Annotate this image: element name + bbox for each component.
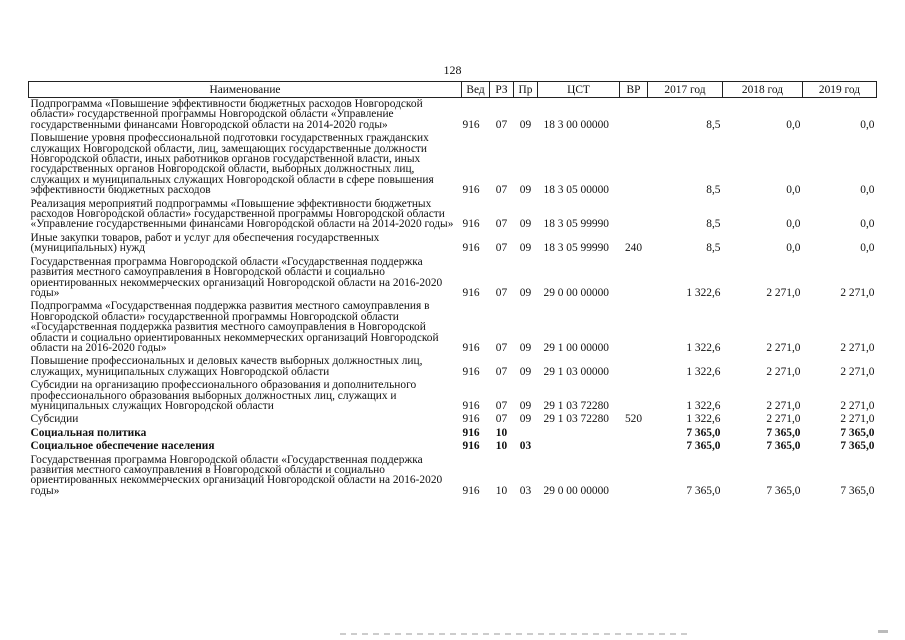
cell-vr [620,355,648,379]
cell-ved: 916 [462,341,480,354]
cell-vr [620,132,648,197]
cell-2019: 7 365,0 [840,440,875,453]
cell-rz: 07 [495,341,508,354]
header-ved: Вед [462,82,490,98]
cell-cst: 29 0 00 00000 [543,484,609,497]
cell-cst: 29 1 03 72280 [543,413,609,426]
cell-2018: 2 271,0 [766,365,801,378]
cell-vr [620,198,648,232]
cell-2019: 7 365,0 [840,426,875,439]
cell-rz: 07 [495,242,508,255]
cell-2018: 2 271,0 [766,413,801,426]
cell-pr: 09 [519,242,532,255]
cell-name: Социальное обеспечение населения [30,440,215,453]
cell-2019: 0,0 [860,218,875,231]
table-row [29,232,877,256]
cell-ved: 916 [462,286,480,299]
cell-ved: 916 [462,184,480,197]
cell-2017: 1 322,6 [686,399,721,412]
cell-ved: 916 [462,218,480,231]
cell-rz: 07 [495,365,508,378]
cell-2017: 7 365,0 [686,426,721,439]
cell-vr [620,427,648,440]
cell-2018: 2 271,0 [766,286,801,299]
cell-2017: 8,5 [706,242,721,255]
cell-2018: 0,0 [786,118,801,131]
cell-2017: 1 322,6 [686,341,721,354]
cell-name: Субсидии на организацию профессионального образования и дополнительного профессионального образования выборных должностных лиц, служащих и муниципальных служащих Новгородской области [30,379,417,412]
table-row [29,98,877,133]
cell-2017: 8,5 [706,118,721,131]
header-2018: 2018 год [723,82,803,98]
cell-cst: 18 3 00 00000 [543,118,609,131]
cell-rz: 07 [495,413,508,426]
cell-2019: 0,0 [860,184,875,197]
cell-name: Подпрограмма «Повышение эффективности бюджетных расходов Новгородской области» государственной программы Новгородской области «Управление государственными финансами Новгородской области на 2014-2020 годы» [30,98,423,131]
cell-ved: 916 [462,413,480,426]
budget-table [28,81,877,498]
cell-rz: 07 [495,184,508,197]
cell-2018: 7 365,0 [766,484,801,497]
cell-2019: 0,0 [860,118,875,131]
cell-rz: 10 [495,484,508,497]
cell-ved: 916 [462,440,480,453]
cell-rz: 07 [495,286,508,299]
cell-pr: 03 [519,440,532,453]
cell-2018: 0,0 [786,218,801,231]
cell-vr [620,379,648,413]
cell-2018: 7 365,0 [766,426,801,439]
cell-2018: 2 271,0 [766,399,801,412]
cell-2017: 1 322,6 [686,413,721,426]
cell-name: Государственная программа Новгородской области «Государственная поддержка развития местного самоуправления в Новгородской области и социально ориентированных некоммерческих организаций Новгородской области на 2016-2020 годы» [30,453,443,497]
cell-vr [620,440,648,453]
scan-artifact-mark [878,630,888,633]
cell-2018: 0,0 [786,184,801,197]
cell-pr: 09 [519,365,532,378]
cell-ved: 916 [462,242,480,255]
cell-2017: 7 365,0 [686,440,721,453]
cell-name: Субсидии [30,413,79,426]
cell-2019: 7 365,0 [840,484,875,497]
cell-pr [514,427,538,440]
cell-cst: 18 3 05 00000 [543,184,609,197]
cell-vr: 520 [624,413,643,426]
table-row [29,379,877,413]
cell-name: Социальная политика [30,426,147,439]
table-row [29,427,877,440]
table-row [29,198,877,232]
scan-artifact [340,633,690,635]
cell-name: Повышение уровня профессиональной подготовки государственных гражданских служащих Новгородской области, лиц, замещающих государственные должности Новгородской области, иных работников органов государственной власти, иных государственных органов Новгородской области, выборных должностных лиц, служащих и муниципальных служащих Новгородской области в сфере повышения эффективности бюджетных расходов [30,132,434,197]
cell-2018: 7 365,0 [766,440,801,453]
cell-ved: 916 [462,399,480,412]
header-2017: 2017 год [648,82,723,98]
cell-cst: 29 0 00 00000 [543,286,609,299]
header-name: Наименование [29,82,462,98]
cell-pr: 03 [519,484,532,497]
cell-ved: 916 [462,118,480,131]
table-row [29,256,877,301]
cell-pr: 09 [519,413,532,426]
table-row [29,300,877,355]
cell-2017: 1 322,6 [686,286,721,299]
cell-cst: 18 3 05 99990 [543,218,609,231]
page-number: 128 [443,63,462,77]
cell-cst: 29 1 03 72280 [543,399,609,412]
table-row [29,132,877,197]
cell-2019: 2 271,0 [840,286,875,299]
cell-2017: 7 365,0 [686,484,721,497]
cell-pr: 09 [519,399,532,412]
cell-name: Реализация мероприятий подпрограммы «Повышение эффективности бюджетных расходов Новгородской области» государственной программы Новгородской области «Управление государственными финансами Новгородской области на 2014-2020 годы» [30,197,454,231]
cell-vr: 240 [624,242,643,255]
cell-name: Повышение профессиональных и деловых качеств выборных должностных лиц, служащих, муниципальных служащих Новгородской области [30,355,423,378]
cell-2017: 8,5 [706,184,721,197]
cell-ved: 916 [462,365,480,378]
cell-ved: 916 [462,484,480,497]
cell-pr: 09 [519,341,532,354]
cell-2019: 2 271,0 [840,341,875,354]
cell-2017: 8,5 [706,218,721,231]
cell-cst [538,440,620,453]
cell-cst: 29 1 03 00000 [543,365,609,378]
cell-2019: 2 271,0 [840,399,875,412]
table-row [29,413,877,426]
cell-pr: 09 [519,118,532,131]
cell-cst: 18 3 05 99990 [543,242,609,255]
cell-rz: 07 [495,218,508,231]
cell-2019: 2 271,0 [840,365,875,378]
cell-cst: 29 1 00 00000 [543,341,609,354]
cell-pr: 09 [519,286,532,299]
cell-2018: 2 271,0 [766,341,801,354]
cell-rz: 10 [495,440,508,453]
cell-pr: 09 [519,218,532,231]
header-vr: ВР [620,82,648,98]
table-body [29,98,877,499]
header-cst: ЦСТ [538,82,620,98]
table-row [29,440,877,453]
cell-rz: 07 [495,118,508,131]
cell-name: Подпрограмма «Государственная поддержка развития местного самоуправления в Новгородской области» государственной программы Новгородской области «Государственная поддержка развития местного самоуправления в Новгородской области и социально ориентированных некоммерческих организаций Новгородской области на 2016-2020 годы» [30,300,439,354]
cell-2019: 0,0 [860,242,875,255]
cell-vr [620,300,648,355]
cell-name: Иные закупки товаров, работ и услуг для обеспечения государственных (муниципальных) нужд [30,231,380,255]
header-2019: 2019 год [803,82,877,98]
cell-2018: 0,0 [786,242,801,255]
cell-vr [620,256,648,301]
cell-vr [620,98,648,133]
table-row [29,454,877,499]
header-pr: Пр [514,82,538,98]
cell-vr [620,454,648,499]
table-header-row [29,82,877,98]
header-rz: РЗ [490,82,514,98]
cell-2017: 1 322,6 [686,365,721,378]
cell-cst [538,427,620,440]
cell-rz: 10 [495,426,508,439]
cell-ved: 916 [462,426,480,439]
cell-pr: 09 [519,184,532,197]
cell-2019: 2 271,0 [840,413,875,426]
table-row [29,355,877,379]
cell-rz: 07 [495,399,508,412]
cell-name: Государственная программа Новгородской области «Государственная поддержка развития местного самоуправления в Новгородской области и социально ориентированных некоммерческих организаций Новгородской области на 2016-2020 годы» [30,255,443,299]
